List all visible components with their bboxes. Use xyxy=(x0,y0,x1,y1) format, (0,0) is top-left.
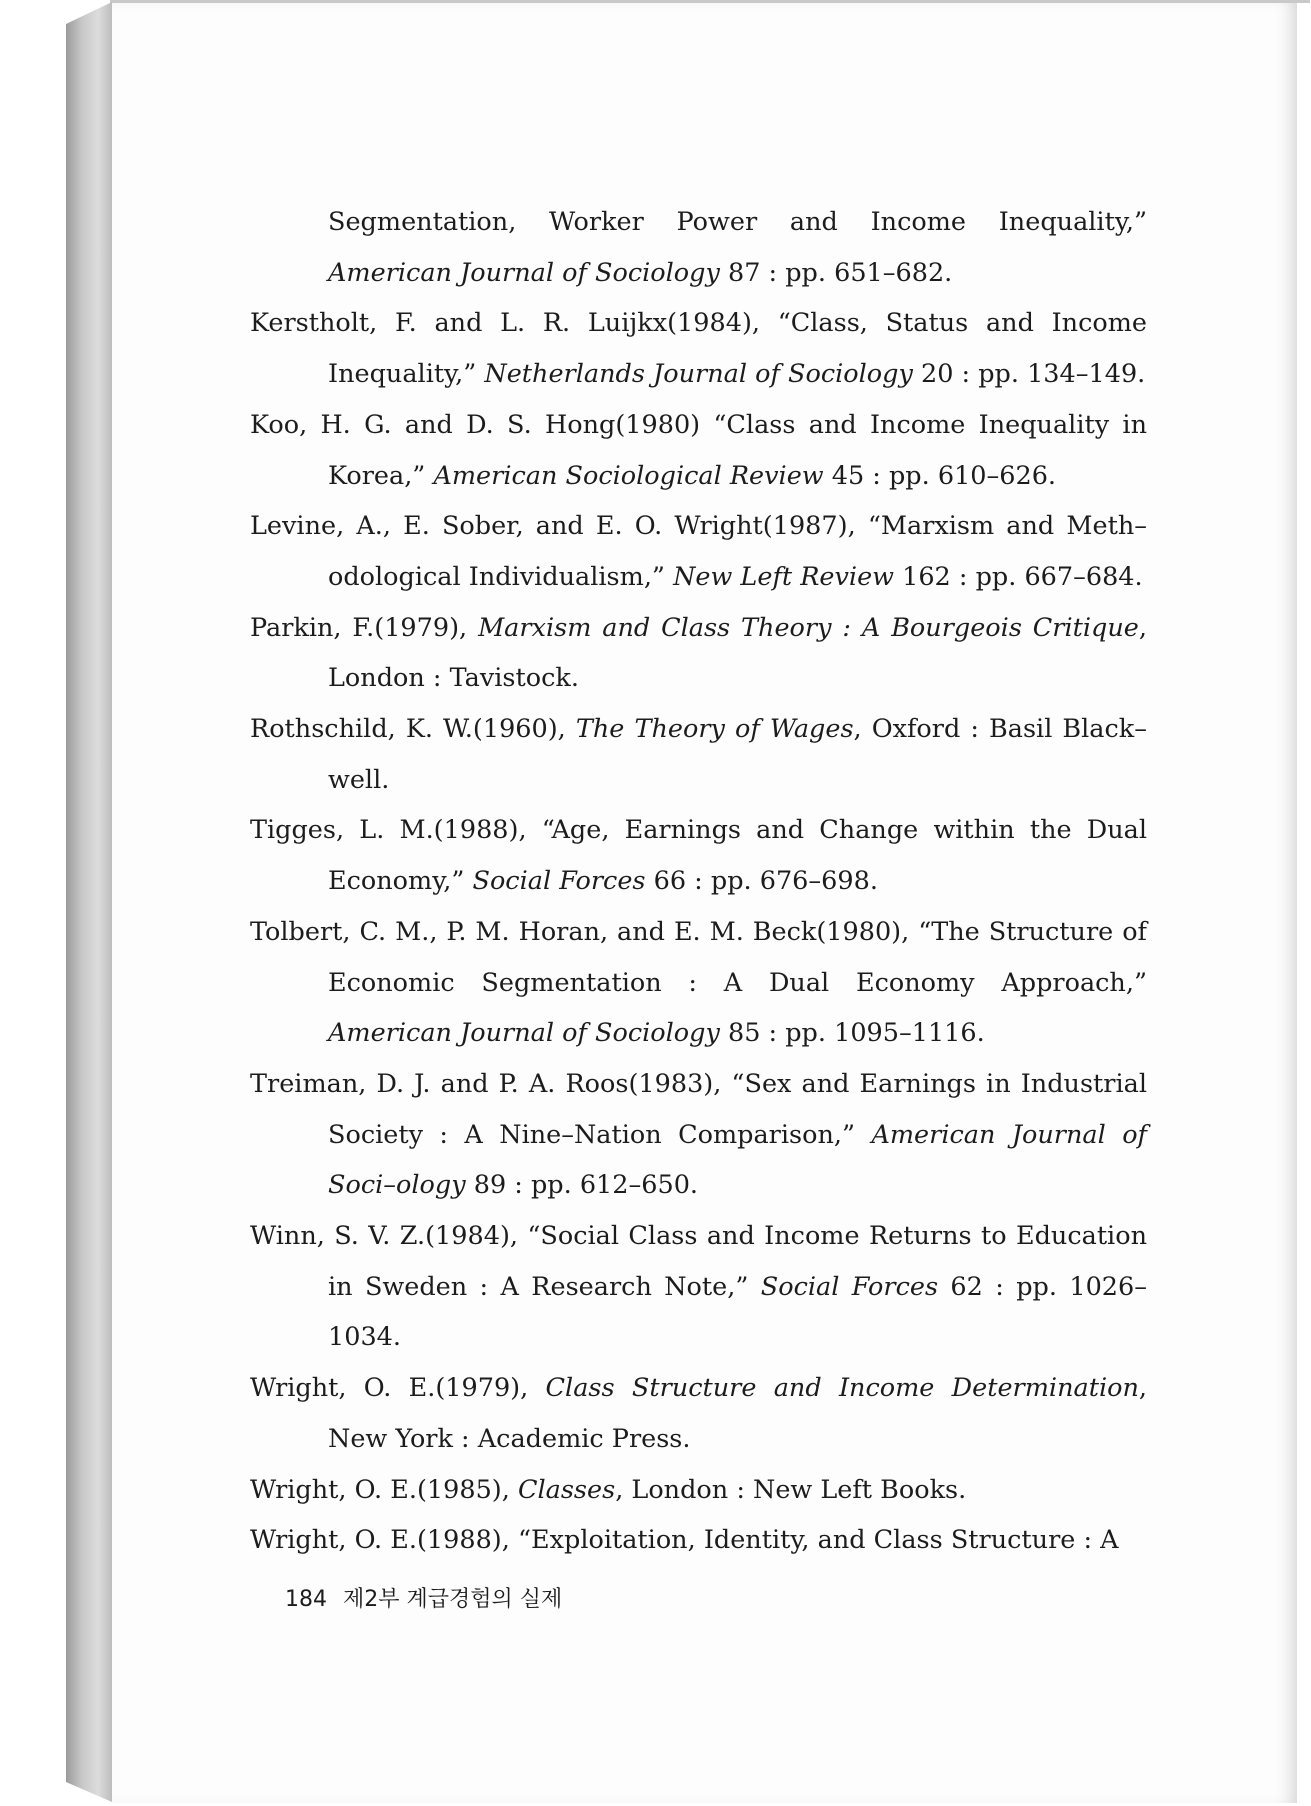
reference-title: Classes xyxy=(517,1474,616,1505)
page-number: 184 xyxy=(285,1587,327,1612)
running-head: 제2부 계급경험의 실제 xyxy=(343,1587,563,1612)
reference-text: Wright, O. E.(1985), xyxy=(250,1474,518,1505)
reference-details: , Oxford : Basil Black–well. xyxy=(328,714,1147,795)
reference-title: Marxism and Class Theory : A Bourgeois Critique xyxy=(478,612,1139,643)
reference-text: Wright, O. E.(1988), “Exploitation, Identity, and Class Structure : A xyxy=(250,1525,1119,1556)
reference-entry xyxy=(250,400,1147,501)
reference-text: Segmentation, Worker Power and Income Inequality,” xyxy=(328,207,1147,237)
reference-details: , London : Tavistock. xyxy=(328,612,1147,694)
reference-details: 66 : pp. 676–698. xyxy=(645,866,878,897)
reference-details: , New York : Academic Press. xyxy=(328,1373,1147,1454)
reference-title: American Journal of Soci–ology xyxy=(328,1119,1147,1201)
reference-details: 89 : pp. 612–650. xyxy=(465,1170,699,1201)
reference-details: 87 : pp. 651–682. xyxy=(719,257,953,288)
reference-entry xyxy=(250,197,1147,298)
reference-entry xyxy=(250,1515,1147,1566)
reference-text: Tolbert, C. M., P. M. Horan, and E. M. Beck(1980), “The Structure of Economic Segmentation : A Dual Economy Approach,” xyxy=(250,916,1147,998)
reference-title: American Sociological Review xyxy=(433,460,824,491)
reference-entry xyxy=(250,501,1147,602)
reference-text: Kerstholt, F. and L. R. Luijkx(1984), “Class, Status and Income Inequality,” xyxy=(250,308,1147,390)
reference-entry xyxy=(250,907,1147,1059)
page-footer xyxy=(285,1582,562,1613)
reference-text: Treiman, D. J. and P. A. Roos(1983), “Sex and Earnings in Industrial Society : A Nine–Nation Comparison,” xyxy=(250,1068,1147,1150)
reference-entry xyxy=(250,1059,1147,1211)
reference-title: American Journal of Sociology xyxy=(328,1018,720,1049)
reference-title: Social Forces xyxy=(760,1271,939,1302)
reference-entry xyxy=(250,1465,1147,1516)
book-spine xyxy=(66,2,112,1802)
reference-title: Social Forces xyxy=(472,866,646,897)
reference-details: 62 : pp. 1026–1034. xyxy=(328,1271,1147,1353)
reference-text: Koo, H. G. and D. S. Hong(1980) “Class and Income Inequality in Korea,” xyxy=(250,409,1147,491)
reference-details: 45 : pp. 610–626. xyxy=(823,460,1057,491)
reference-text: Levine, A., E. Sober, and E. O. Wright(1987), “Marxism and Meth–odological Individualism,” xyxy=(250,511,1147,592)
reference-text: Parkin, F.(1979), xyxy=(250,612,479,643)
reference-title: American Journal of Sociology xyxy=(328,257,720,288)
reference-entry xyxy=(250,603,1147,704)
reference-entry xyxy=(250,1211,1147,1363)
reference-text: Wright, O. E.(1979), xyxy=(250,1373,546,1404)
reference-title: New Left Review xyxy=(673,561,894,592)
reference-details: 20 : pp. 134–149. xyxy=(912,359,1146,390)
reference-details: 162 : pp. 667–684. xyxy=(894,561,1143,592)
reference-details: , London : New Left Books. xyxy=(615,1474,967,1505)
reference-entry xyxy=(250,704,1147,805)
reference-title: The Theory of Wages xyxy=(575,714,854,745)
reference-text: Tigges, L. M.(1988), “Age, Earnings and Change within the Dual Economy,” xyxy=(250,815,1147,897)
reference-text: Winn, S. V. Z.(1984), “Social Class and Income Returns to Education in Sweden : A Research Note,” xyxy=(250,1221,1147,1302)
reference-list xyxy=(250,197,1147,1566)
reference-details: 85 : pp. 1095–1116. xyxy=(719,1018,985,1049)
reference-entry xyxy=(250,298,1147,399)
reference-title: Netherlands Journal of Sociology xyxy=(484,359,913,390)
reference-text: Rothschild, K. W.(1960), xyxy=(250,714,576,745)
reference-entry xyxy=(250,805,1147,906)
reference-entry xyxy=(250,1363,1147,1464)
reference-title: Class Structure and Income Determination xyxy=(545,1373,1139,1404)
